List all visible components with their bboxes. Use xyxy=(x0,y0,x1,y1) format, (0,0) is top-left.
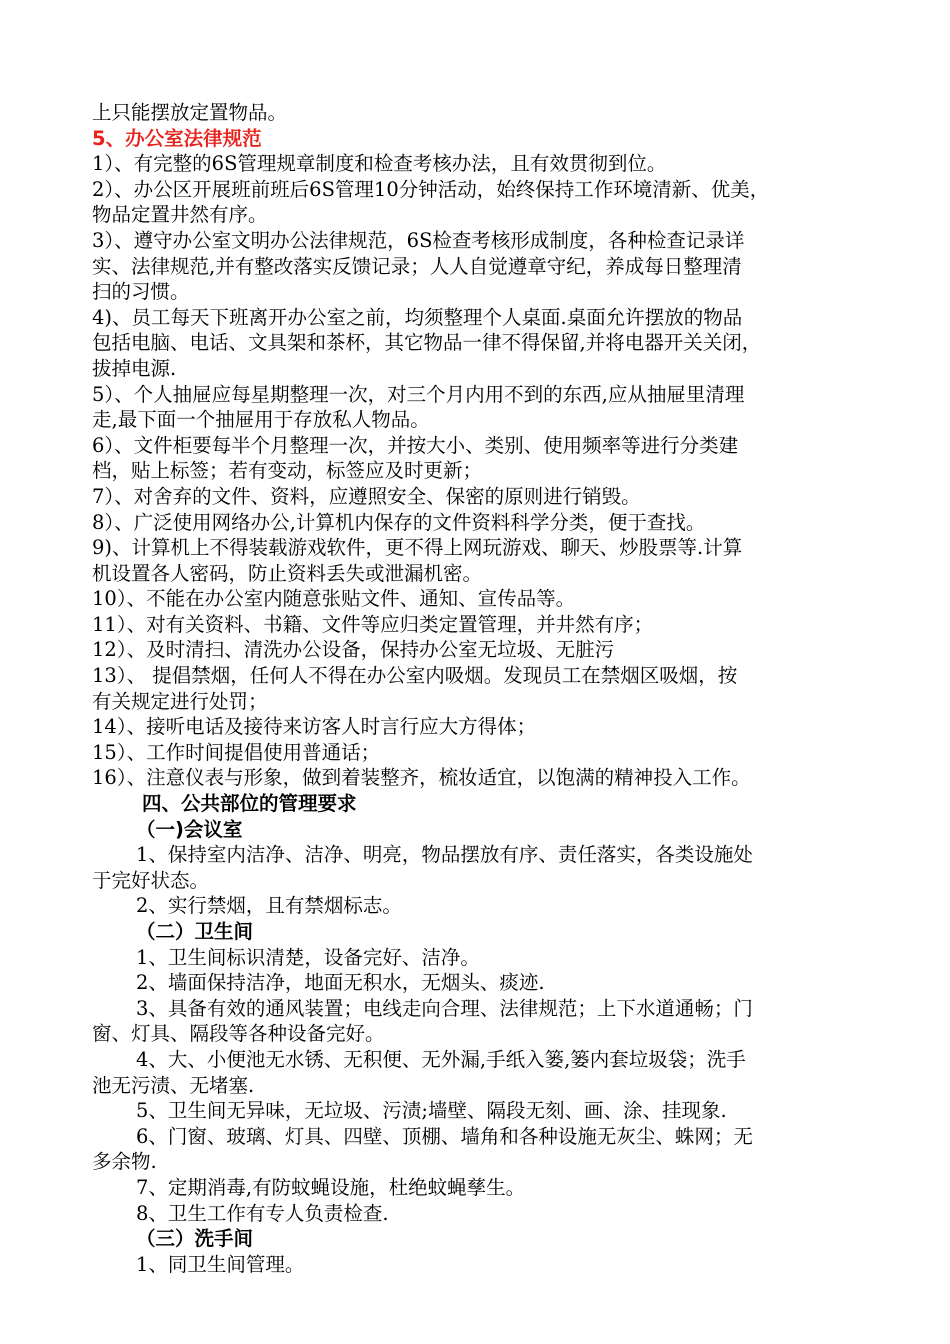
text-line: 1、同卫生间管理。 xyxy=(136,1252,305,1276)
text-line: 窗、灯具、隔段等各种设备完好。 xyxy=(92,1022,385,1046)
text-line: 池无污渍、无堵塞. xyxy=(92,1073,255,1097)
text-line: 包括电脑、电话、文具架和茶杯，其它物品一律不得保留,并将电器开关关闭， xyxy=(92,331,762,355)
subheading-washroom: （三）洗手间 xyxy=(136,1227,254,1251)
text-line: 15）、工作时间提倡使用普通话； xyxy=(92,740,381,764)
text-line: 16）、注意仪表与形象，做到着装整齐，梳妆适宜，以饱满的精神投入工作。 xyxy=(92,766,751,790)
text-line: 2、墙面保持洁净，地面无积水，无烟头、痰迹. xyxy=(136,971,545,995)
text-line: 实、法律规范,并有整改落实反馈记录；人人自觉遵章守纪，养成每日整理清 xyxy=(92,254,742,278)
text-line: 12）、及时清扫、清洗办公设备，保持办公室无垃圾、无脏污 xyxy=(92,638,615,662)
text-line: 7、定期消毒,有防蚊蝇设施，杜绝蚊蝇孳生。 xyxy=(136,1175,526,1199)
text-line: 3、具备有效的通风装置；电线走向合理、法律规范；上下水道通畅；门 xyxy=(136,996,753,1020)
text-line: 扫的习惯。 xyxy=(92,280,190,304)
text-line: 11）、对有关资料、书籍、文件等应归类定置管理，并井然有序； xyxy=(92,612,654,636)
text-line: 10）、不能在办公室内随意张贴文件、通知、宣传品等。 xyxy=(92,587,576,611)
subheading-meeting-room: （一)会议室 xyxy=(136,817,243,841)
text-line: 14）、接听电话及接待来访客人时言行应大方得体； xyxy=(92,715,537,739)
text-line: 走,最下面一个抽屉用于存放私人物品。 xyxy=(92,408,430,432)
text-line: 9)、计算机上不得装载游戏软件，更不得上网玩游戏、聊天、炒股票等.计算 xyxy=(92,536,743,560)
text-line: 2、实行禁烟，且有禁烟标志。 xyxy=(136,894,402,918)
text-line: 1）、有完整的6S管理规章制度和检查考核办法，且有效贯彻到位。 xyxy=(92,152,667,176)
text-line: 上只能摆放定置物品。 xyxy=(92,101,288,124)
text-line: 物品定置井然有序。 xyxy=(92,203,268,227)
text-line: 3）、遵守办公室文明办公法律规范，6S检查考核形成制度，各种检查记录详 xyxy=(92,228,745,252)
document-page xyxy=(92,100,870,1277)
text-line: 机设置各人密码，防止资料丢失或泄漏机密。 xyxy=(92,561,483,585)
text-line: 档，贴上标签；若有变动，标签应及时更新； xyxy=(92,459,483,483)
text-line: 6）、文件柜要每半个月整理一次，并按大小、类别、使用频率等进行分类建 xyxy=(92,433,739,457)
text-line: 4、大、小便池无水锈、无积便、无外漏,手纸入篓,篓内套垃圾袋；洗手 xyxy=(136,1047,746,1071)
text-line: 13）、 提倡禁烟，任何人不得在办公室内吸烟。发现员工在禁烟区吸烟，按 xyxy=(92,664,738,688)
text-line: 5）、个人抽屉应每星期整理一次，对三个月内用不到的东西,应从抽屉里清理 xyxy=(92,382,745,406)
subheading-restroom: （二）卫生间 xyxy=(136,920,254,943)
section-heading-office-rules: 5、办公室法律规范 xyxy=(92,126,262,150)
text-line: 6、门窗、玻璃、灯具、四壁、顶棚、墙角和各种设施无灰尘、蛛网；无 xyxy=(136,1124,753,1148)
text-line: 8、卫生工作有专人负责检查. xyxy=(136,1201,389,1225)
text-line: 2）、办公区开展班前班后6S管理10分钟活动，始终保持工作环境清新、优美， xyxy=(92,177,770,201)
text-line: 8）、广泛使用网络办公,计算机内保存的文件资料科学分类，便于查找。 xyxy=(92,510,706,534)
text-line: 1、保持室内洁净、洁净、明亮，物品摆放有序、责任落实，各类设施处 xyxy=(136,843,753,867)
text-line: 7）、对舍弃的文件、资料，应遵照安全、保密的原则进行销毁。 xyxy=(92,484,641,508)
text-line: 有关规定进行处罚； xyxy=(92,689,268,713)
text-line: 拔掉电源. xyxy=(92,356,177,380)
text-line: 于完好状态。 xyxy=(92,868,210,892)
text-line: 1、卫生间标识清楚，设备完好、洁净。 xyxy=(136,945,480,969)
text-line: 多余物. xyxy=(92,1150,157,1174)
section-heading-public-areas: 四、公共部位的管理要求 xyxy=(142,792,357,816)
text-line: 4)、员工每天下班离开办公室之前，均须整理个人桌面.桌面允许摆放的物品 xyxy=(92,305,743,329)
text-line: 5、卫生间无异味，无垃圾、污渍;墙壁、隔段无刻、画、涂、挂现象. xyxy=(136,1099,727,1123)
